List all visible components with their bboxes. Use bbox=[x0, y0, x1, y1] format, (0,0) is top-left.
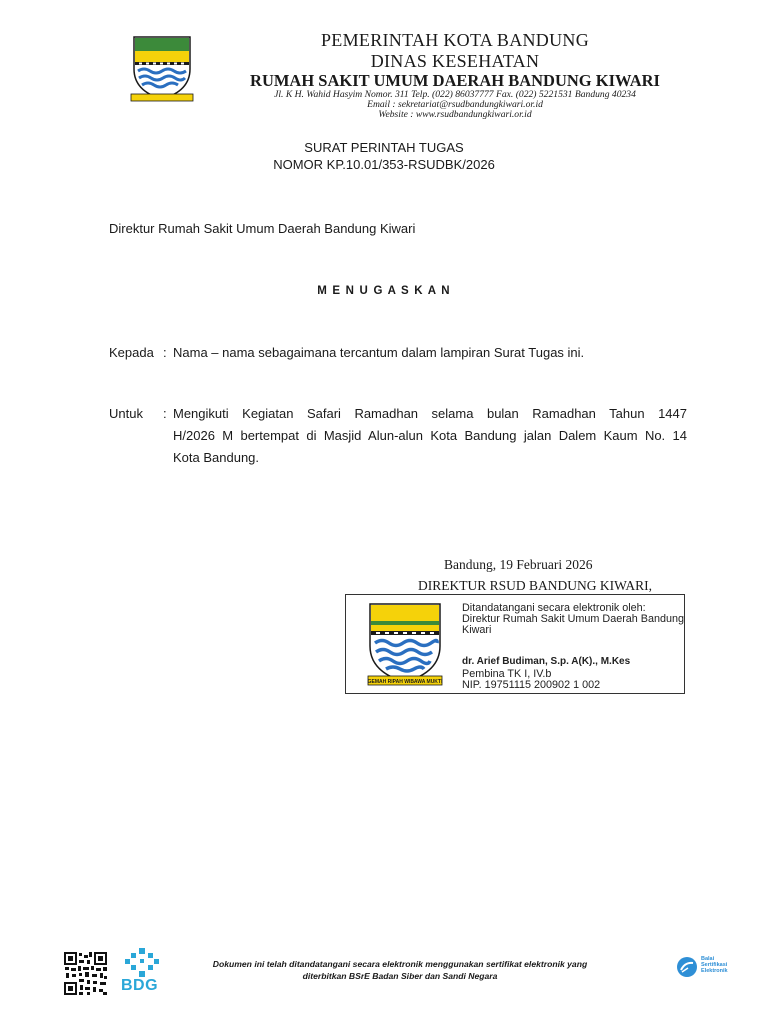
bandung-city-logo bbox=[366, 600, 444, 688]
letterhead-department: DINAS KESEHATAN bbox=[370, 51, 540, 71]
signer-nip: NIP. 19751115 200902 1 002 bbox=[462, 679, 601, 691]
letterhead-address: Jl. K H. Wahid Hasyim Nomor. 311 Telp. (022) 86037777 Fax. (022) 5221531 Bandung 40234 bbox=[274, 89, 636, 100]
signature-position: DIREKTUR RSUD BANDUNG KIWARI, bbox=[418, 578, 652, 593]
e-sign-statement-2: Direktur Rumah Sakit Umum Daerah Bandung bbox=[462, 613, 685, 625]
e-sign-statement-1: Ditandatangani secara elektronik oleh: bbox=[462, 602, 646, 614]
kepada-separator: : bbox=[163, 345, 167, 360]
signer-name: dr. Arief Budiman, S.p. A(K)., M.Kes bbox=[462, 656, 631, 667]
letterhead-hospital-name: RUMAH SAKIT UMUM DAERAH BANDUNG KIWARI bbox=[250, 71, 660, 90]
kepada-label: Kepada bbox=[109, 345, 154, 360]
signature-place-date: Bandung, 19 Februari 2026 bbox=[444, 557, 593, 572]
letterhead-email: Email : sekretariat@rsudbandungkiwari.or.id bbox=[367, 99, 543, 110]
signer-rank: Pembina TK I, IV.b bbox=[462, 668, 552, 680]
document-number: NOMOR KP.10.01/353-RSUDBK/2026 bbox=[273, 157, 495, 172]
bsre-label-line-3: Elektronik bbox=[701, 968, 728, 974]
action-heading: M E N U G A S K A N bbox=[317, 285, 451, 297]
bsre-label bbox=[701, 956, 728, 974]
e-sign-statement-3: Kiwari bbox=[462, 624, 492, 636]
bsre-logo-icon bbox=[676, 956, 698, 978]
bsre-label-line-1: Balai bbox=[701, 956, 715, 962]
logo-motto: GEMAH RIPAH WIBAWA MUKTI bbox=[367, 679, 443, 685]
untuk-line-1: Mengikuti Kegiatan Safari Ramadhan selama bulan Ramadhan Tahun 1447 bbox=[173, 406, 687, 421]
qr-code-icon bbox=[63, 951, 108, 996]
kepada-value: Nama – nama sebagaimana tercantum dalam lampiran Surat Tugas ini. bbox=[173, 345, 585, 360]
untuk-label: Untuk bbox=[109, 406, 143, 421]
footer-disclaimer-line-2: diterbitkan BSrE Badan Siber dan Sandi Negara bbox=[302, 971, 498, 981]
untuk-line-3: Kota Bandung. bbox=[173, 450, 260, 465]
issuer-statement: Direktur Rumah Sakit Umum Daerah Bandung Kiwari bbox=[109, 221, 416, 236]
untuk-separator: : bbox=[163, 406, 167, 421]
document-title: SURAT PERINTAH TUGAS bbox=[304, 140, 464, 155]
footer-disclaimer-line-1: Dokumen ini telah ditandatangani secara elektronik menggunakan sertifikat elektronik yang bbox=[212, 959, 588, 969]
bsre-label-line-2: Sertifikasi bbox=[701, 962, 728, 968]
untuk-line-2: H/2026 M bertempat di Masjid Alun-alun Kota Bandung jalan Dalem Kaum No. 14 bbox=[173, 428, 687, 443]
letterhead-website: Website : www.rsudbandungkiwari.or.id bbox=[378, 109, 532, 120]
bdg-label: BDG bbox=[121, 977, 159, 994]
letterhead-government: PEMERINTAH KOTA BANDUNG bbox=[320, 30, 589, 50]
bandung-city-logo bbox=[128, 33, 196, 105]
